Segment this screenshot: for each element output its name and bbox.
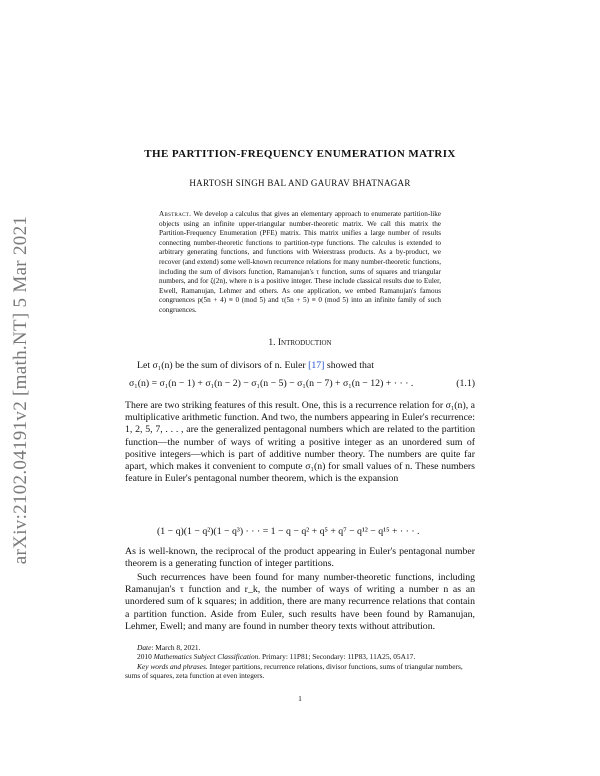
paragraph-intro: Let σ₁(n) be the sum of divisors of n. Euler [17] showed that: [137, 360, 374, 371]
arxiv-identifier: arXiv:2102.04191v2 [math.NT] 5 Mar 2021: [10, 215, 31, 565]
section-title: Introduction: [277, 338, 332, 348]
equation-expression: σ₁(n) = σ₁(n − 1) + σ₁(n − 2) − σ₁(n − 5) − σ₁(n − 7) + σ₁(n − 12) + · · · .: [129, 378, 414, 389]
paper-authors: HARTOSH SINGH BAL AND GAURAV BHATNAGAR: [189, 178, 411, 188]
equation-pentagonal: [125, 526, 475, 540]
citation-link[interactable]: [17]: [308, 360, 325, 371]
footnote-date: Date: March 8, 2021.: [137, 643, 201, 652]
equation-expression: (1 − q)(1 − q²)(1 − q³) · · · = 1 − q − q² + q⁵ + q⁷ − q¹² − q¹⁵ + · · · .: [157, 526, 420, 537]
paper-title: THE PARTITION-FREQUENCY ENUMERATION MATRIX: [144, 148, 456, 160]
page-number: 1: [298, 694, 302, 703]
arxiv-identifier-stamp: [6, 180, 36, 600]
section-heading: [0, 338, 600, 348]
equation-number: (1.1): [456, 378, 475, 389]
paragraph-recurrences: Such recurrences have been found for many number-theoretic functions, including Ramanujan's τ function and r_k, the number of ways of writing a number n as an unordered sum of k squares; in addition, there are many recurrence relations that contain a partition function. Aside from Euler, such results have been found by Ramanujan, Lehmer, Ewell; and many are found in number theory texts without attribution.: [125, 572, 475, 632]
footnote-keywords: Key words and phrases. Integer partitions, recurrence relations, divisor functions, sums of triangular numbers, sums of squares, zeta function at even integers.: [125, 661, 463, 681]
equation-1-1: [125, 378, 475, 392]
footnote-msc: 2010 Mathematics Subject Classification. Primary: 11P81; Secondary: 11P83, 11A25, 05A17.: [137, 652, 416, 662]
footnotes: [125, 643, 475, 681]
section-number: 1.: [268, 338, 276, 348]
abstract: [159, 210, 441, 316]
paragraph-features: There are two striking features of this result. One, this is a recurrence relation for σ₁(n), a multiplicative arithmetic function. And two, the numbers appearing in Euler's recurrence: 1, 2, 5, 7, . . . , are the generalized pentagonal numbers which are related to the partition function—the number of ways of writing a positive integer as an unordered sum of positive integers—which is part of additive number theory. The numbers are quite far apart, which makes it convenient to compute σ₁(n) for small values of n. These numbers feature in Euler's pentagonal number theorem, which is the expansion: [125, 400, 475, 485]
paragraph-reciprocal: As is well-known, the reciprocal of the product appearing in Euler's pentagonal number theorem is a generating function of integer partitions.: [125, 546, 475, 570]
abstract-text: We develop a calculus that gives an elementary approach to enumerate partition-like objects using an infinite upper-triangular number-theoretic matrix. We call this matrix the Partition-Frequency Enumeration (PFE) matrix. This matrix unifies a large number of results connecting number-theoretic functions to partition-type functions. The calculus is extended to arbitrary generating functions, and functions with Weierstrass products. As a by-product, we recover (and extend) some well-known recurrence relations for many number-theoretic functions, including the sum of divisors function, Ramanujan's τ function, sums of squares and triangular numbers, and for ζ(2n), where n is a positive integer. These include classical results due to Euler, Ewell, Ramanujan, Lehmer and others. As one application, we embed Ramanujan's famous congruences p(5n + 4) ≡ 0 (mod 5) and τ(5n + 5) ≡ 0 (mod 5) into an infinite family of such congruences.: [159, 210, 441, 314]
abstract-label: Abstract.: [159, 210, 192, 218]
